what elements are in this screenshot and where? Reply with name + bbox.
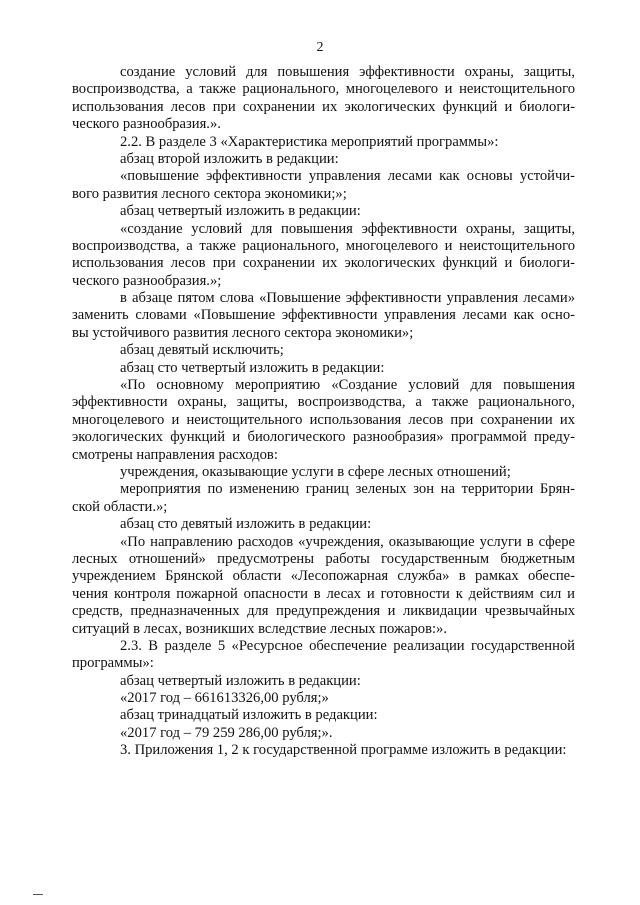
text-line: программы»:: [72, 655, 154, 672]
text-line: в абзаце пятом слова «Повышение эффективности управления лесами»: [120, 290, 575, 307]
text-line: абзац четвертый изложить в редакции:: [120, 672, 361, 689]
text-line: использования лесов при сохранении их экологических функций и биологи-: [72, 255, 575, 272]
text-line: «создание условий для повышения эффективности охраны, защиты,: [120, 220, 575, 237]
text-line: абзац сто девятый изложить в редакции:: [120, 516, 372, 533]
text-line: «2017 год – 79 259 286,00 рубля;».: [120, 724, 333, 741]
text-line: мероприятия по изменению границ зеленых зон на территории Брян-: [120, 481, 575, 498]
text-line: средств, предназначенных для предупреждения и ликвидации чрезвычайных: [72, 603, 575, 620]
text-line: лесных отношений» предусмотрены работы государственным бюджетным: [72, 550, 575, 567]
text-line: «По направлению расходов «учреждения, оказывающие услуги в сфере: [120, 533, 575, 550]
text-line: ческого разнообразия.».: [72, 116, 221, 133]
text-line: создание условий для повышения эффективности охраны, защиты,: [120, 64, 575, 80]
text-line: эффективности охраны, защиты, воспроизводства, а также рационального,: [72, 394, 575, 411]
text-line: ческого разнообразия.»;: [72, 272, 222, 289]
text-line: вого развития лесного сектора экономики;»;: [72, 185, 347, 202]
text-line: чения контроля пожарной опасности в лесах и готовности к действиям сил и: [72, 585, 575, 602]
text-line: абзац девятый исключить;: [120, 342, 284, 359]
text-line: смотрены направления расходов:: [72, 446, 278, 463]
text-line: абзац второй изложить в редакции:: [120, 150, 339, 167]
text-line: воспроизводства, а также рационального, многоцелевого и неистощительного: [72, 81, 575, 98]
text-line: «2017 год – 661613326,00 рубля;»: [120, 690, 329, 707]
text-line: заменить словами «Повышение эффективности управления лесами как осно-: [72, 307, 575, 324]
text-line: «повышение эффективности управления лесами как основы устойчи-: [120, 168, 575, 185]
text-line: многоцелевого и неистощительного использования лесов при сохранении их: [72, 411, 575, 428]
text-line: 3. Приложения 1, 2 к государственной программе изложить в редакции:: [120, 742, 567, 759]
text-line: учреждением Брянской области «Лесопожарная служба» в рамках обеспе-: [72, 568, 575, 585]
text-line: 2.3. В разделе 5 «Ресурсное обеспечение реализации государственной: [120, 637, 575, 654]
text-line: учреждения, оказывающие услуги в сфере лесных отношений;: [120, 463, 511, 480]
page-number: 2: [316, 40, 324, 55]
scan-mark: [33, 894, 43, 895]
text-line: абзац сто четвертый изложить в редакции:: [120, 359, 385, 376]
text-line: ситуаций в лесах, возникших вследствие лесных пожаров:».: [72, 620, 447, 637]
text-line: вы устойчивого развития лесного сектора экономики»;: [72, 324, 414, 341]
text-line: ской области.»;: [72, 498, 168, 515]
text-line: использования лесов при сохранении их экологических функций и биологи-: [72, 98, 575, 115]
text-line: 2.2. В разделе 3 «Характеристика мероприятий программы»:: [120, 133, 499, 150]
text-line: абзац четвертый изложить в редакции:: [120, 203, 361, 220]
text-line: абзац тринадцатый изложить в редакции:: [120, 707, 378, 724]
text-line: «По основному мероприятию «Создание условий для повышения: [120, 377, 575, 394]
text-line: экологических функций и биологического разнообразия» программой преду-: [72, 429, 575, 446]
document-body: [72, 64, 575, 760]
text-line: воспроизводства, а также рационального, многоцелевого и неистощительного: [72, 237, 575, 254]
